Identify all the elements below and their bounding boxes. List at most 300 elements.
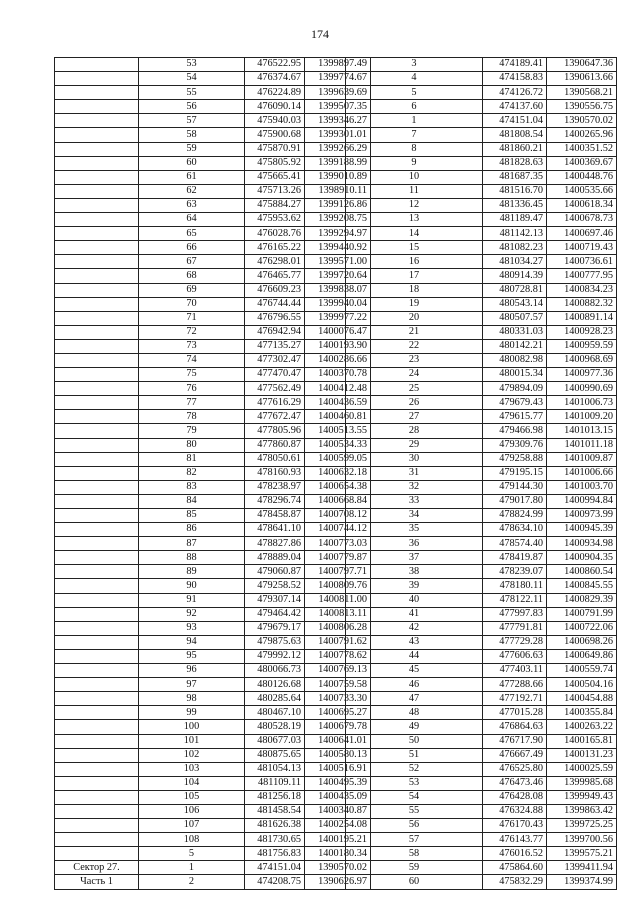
sector-label-cell (55, 847, 139, 861)
point-number-cell: 103 (139, 762, 245, 776)
sector-label-cell (55, 762, 139, 776)
sector-label-cell (55, 382, 139, 396)
x-coordinate-cell: 476667.49 (483, 748, 547, 762)
x-coordinate-cell: 477403.11 (483, 664, 547, 678)
table-row (346, 424, 617, 438)
y-coordinate-cell: 1400968.69 (547, 353, 617, 367)
table-row (55, 283, 371, 297)
sector-label-cell (55, 804, 139, 818)
sector-label-cell (55, 452, 139, 466)
x-coordinate-cell: 476170.43 (483, 819, 547, 833)
table-row (55, 875, 371, 889)
x-coordinate-cell: 477562.49 (245, 382, 305, 396)
sector-label-cell (55, 593, 139, 607)
table-row (346, 438, 617, 452)
x-coordinate-cell: 475805.92 (245, 156, 305, 170)
sector-label-cell (55, 58, 139, 72)
point-number-cell: 54 (346, 790, 483, 804)
x-coordinate-cell: 478239.07 (483, 565, 547, 579)
table-row (346, 142, 617, 156)
point-number-cell: 1 (139, 861, 245, 875)
x-coordinate-cell: 476016.52 (483, 847, 547, 861)
table-row (346, 255, 617, 269)
x-coordinate-cell: 474126.72 (483, 86, 547, 100)
y-coordinate-cell: 1400679.78 (305, 720, 371, 734)
x-coordinate-cell: 475864.60 (483, 861, 547, 875)
point-number-cell: 5 (346, 86, 483, 100)
table-row (346, 664, 617, 678)
x-coordinate-cell: 477997.83 (483, 607, 547, 621)
x-coordinate-cell: 478827.86 (245, 537, 305, 551)
y-coordinate-cell: 1400504.16 (547, 678, 617, 692)
y-coordinate-cell: 1400649.86 (547, 649, 617, 663)
y-coordinate-cell: 1400791.99 (547, 607, 617, 621)
y-coordinate-cell: 1400265.96 (547, 128, 617, 142)
table-row (55, 762, 371, 776)
sector-label-cell (55, 170, 139, 184)
sector-label-cell (55, 692, 139, 706)
y-coordinate-cell: 1400632.18 (305, 466, 371, 480)
table-row (346, 833, 617, 847)
point-number-cell: 1 (346, 114, 483, 128)
x-coordinate-cell: 474189.41 (483, 58, 547, 72)
y-coordinate-cell: 1400773.03 (305, 537, 371, 551)
table-row (55, 241, 371, 255)
point-number-cell: 85 (139, 509, 245, 523)
point-number-cell: 3 (346, 58, 483, 72)
point-number-cell: 102 (139, 748, 245, 762)
y-coordinate-cell: 1400254.08 (305, 819, 371, 833)
x-coordinate-cell: 476324.88 (483, 804, 547, 818)
sector-label-cell (55, 269, 139, 283)
table-row (55, 353, 371, 367)
table-row (55, 635, 371, 649)
table-row (55, 551, 371, 565)
coordinates-table-left (54, 57, 371, 890)
point-number-cell: 14 (346, 227, 483, 241)
sector-label-cell (55, 114, 139, 128)
x-coordinate-cell: 478238.97 (245, 480, 305, 494)
table-row (55, 607, 371, 621)
table-row (346, 72, 617, 86)
point-number-cell: 59 (346, 861, 483, 875)
point-number-cell: 98 (139, 692, 245, 706)
table-row (55, 311, 371, 325)
point-number-cell: 30 (346, 452, 483, 466)
table-row (346, 466, 617, 480)
table-row (55, 438, 371, 452)
x-coordinate-cell: 480728.81 (483, 283, 547, 297)
y-coordinate-cell: 1390570.02 (547, 114, 617, 128)
point-number-cell: 8 (346, 142, 483, 156)
point-number-cell: 67 (139, 255, 245, 269)
x-coordinate-cell: 475665.41 (245, 170, 305, 184)
table-row (55, 382, 371, 396)
y-coordinate-cell: 1398910.11 (305, 184, 371, 198)
x-coordinate-cell: 478180.11 (483, 579, 547, 593)
x-coordinate-cell: 475832.29 (483, 875, 547, 889)
sector-label-cell (55, 72, 139, 86)
x-coordinate-cell: 478122.11 (483, 593, 547, 607)
point-number-cell: 4 (346, 72, 483, 86)
point-number-cell: 81 (139, 452, 245, 466)
point-number-cell: 17 (346, 269, 483, 283)
y-coordinate-cell: 1400678.73 (547, 213, 617, 227)
x-coordinate-cell: 480507.57 (483, 311, 547, 325)
point-number-cell: 74 (139, 353, 245, 367)
y-coordinate-cell: 1400340.87 (305, 804, 371, 818)
y-coordinate-cell: 1400719.43 (547, 241, 617, 255)
point-number-cell: 89 (139, 565, 245, 579)
table-row (346, 621, 617, 635)
x-coordinate-cell: 476224.89 (245, 86, 305, 100)
table-row (346, 339, 617, 353)
x-coordinate-cell: 481730.65 (245, 833, 305, 847)
table-row (346, 184, 617, 198)
y-coordinate-cell: 1399725.25 (547, 819, 617, 833)
table-row (55, 847, 371, 861)
point-number-cell: 24 (346, 368, 483, 382)
point-number-cell: 6 (346, 100, 483, 114)
x-coordinate-cell: 476374.67 (245, 72, 305, 86)
x-coordinate-cell: 479258.52 (245, 579, 305, 593)
sector-label-cell (55, 100, 139, 114)
y-coordinate-cell: 1400641.01 (305, 734, 371, 748)
y-coordinate-cell: 1390613.66 (547, 72, 617, 86)
x-coordinate-cell: 479615.77 (483, 410, 547, 424)
sector-label-cell (55, 142, 139, 156)
table-row (55, 297, 371, 311)
y-coordinate-cell: 1400580.13 (305, 748, 371, 762)
x-coordinate-cell: 478824.99 (483, 509, 547, 523)
table-row (55, 621, 371, 635)
y-coordinate-cell: 1400959.59 (547, 339, 617, 353)
y-coordinate-cell: 1400733.30 (305, 692, 371, 706)
x-coordinate-cell: 481336.45 (483, 198, 547, 212)
x-coordinate-cell: 481687.35 (483, 170, 547, 184)
y-coordinate-cell: 1399507.35 (305, 100, 371, 114)
sector-label-cell (55, 720, 139, 734)
sector-label-cell (55, 551, 139, 565)
point-number-cell: 78 (139, 410, 245, 424)
table-row (55, 100, 371, 114)
sector-label-cell (55, 509, 139, 523)
y-coordinate-cell: 1399188.99 (305, 156, 371, 170)
y-coordinate-cell: 1400759.58 (305, 678, 371, 692)
y-coordinate-cell: 1400791.62 (305, 635, 371, 649)
table-row (346, 678, 617, 692)
y-coordinate-cell: 1399374.99 (547, 875, 617, 889)
coordinates-table-right (345, 57, 617, 890)
x-coordinate-cell: 476744.44 (245, 297, 305, 311)
x-coordinate-cell: 481756.83 (245, 847, 305, 861)
y-coordinate-cell: 1399977.22 (305, 311, 371, 325)
point-number-cell: 53 (139, 58, 245, 72)
table-row (55, 184, 371, 198)
point-number-cell: 46 (346, 678, 483, 692)
x-coordinate-cell: 480467.10 (245, 706, 305, 720)
y-coordinate-cell: 1400460.81 (305, 410, 371, 424)
x-coordinate-cell: 479875.63 (245, 635, 305, 649)
point-number-cell: 70 (139, 297, 245, 311)
table-row (55, 776, 371, 790)
point-number-cell: 11 (346, 184, 483, 198)
point-number-cell: 58 (139, 128, 245, 142)
sector-label-cell: Часть 1 (55, 875, 139, 889)
table-row (346, 128, 617, 142)
y-coordinate-cell: 1400778.62 (305, 649, 371, 663)
sector-label-cell (55, 748, 139, 762)
y-coordinate-cell: 1400698.26 (547, 635, 617, 649)
x-coordinate-cell: 478634.10 (483, 523, 547, 537)
table-row (346, 396, 617, 410)
x-coordinate-cell: 480543.14 (483, 297, 547, 311)
table-row (346, 523, 617, 537)
y-coordinate-cell: 1400977.36 (547, 368, 617, 382)
point-number-cell: 60 (346, 875, 483, 889)
sector-label-cell (55, 579, 139, 593)
y-coordinate-cell: 1400412.48 (305, 382, 371, 396)
table-row (55, 692, 371, 706)
x-coordinate-cell: 475884.27 (245, 198, 305, 212)
y-coordinate-cell: 1400599.05 (305, 452, 371, 466)
y-coordinate-cell: 1400994.84 (547, 494, 617, 508)
y-coordinate-cell: 1399208.75 (305, 213, 371, 227)
table-row (55, 114, 371, 128)
table-row (55, 523, 371, 537)
point-number-cell: 29 (346, 438, 483, 452)
x-coordinate-cell: 479060.87 (245, 565, 305, 579)
x-coordinate-cell: 476165.22 (245, 241, 305, 255)
y-coordinate-cell: 1399440.92 (305, 241, 371, 255)
x-coordinate-cell: 481109.11 (245, 776, 305, 790)
x-coordinate-cell: 476864.63 (483, 720, 547, 734)
point-number-cell: 43 (346, 635, 483, 649)
sector-label-cell (55, 621, 139, 635)
page-number: 174 (311, 27, 329, 41)
x-coordinate-cell: 480082.98 (483, 353, 547, 367)
x-coordinate-cell: 479195.15 (483, 466, 547, 480)
y-coordinate-cell: 1401006.73 (547, 396, 617, 410)
sector-label-cell (55, 227, 139, 241)
sector-label-cell (55, 607, 139, 621)
x-coordinate-cell: 481808.54 (483, 128, 547, 142)
sector-label-cell (55, 819, 139, 833)
x-coordinate-cell: 480015.34 (483, 368, 547, 382)
point-number-cell: 58 (346, 847, 483, 861)
sector-label-cell (55, 480, 139, 494)
sector-label-cell (55, 86, 139, 100)
sector-label-cell (55, 833, 139, 847)
table-row (55, 664, 371, 678)
y-coordinate-cell: 1400797.71 (305, 565, 371, 579)
point-number-cell: 97 (139, 678, 245, 692)
y-coordinate-cell: 1400351.52 (547, 142, 617, 156)
table-row (346, 762, 617, 776)
table-row (346, 565, 617, 579)
table-row (55, 509, 371, 523)
point-number-cell: 25 (346, 382, 483, 396)
point-number-cell: 80 (139, 438, 245, 452)
table-row (55, 494, 371, 508)
y-coordinate-cell: 1400195.21 (305, 833, 371, 847)
x-coordinate-cell: 479992.12 (245, 649, 305, 663)
x-coordinate-cell: 481054.13 (245, 762, 305, 776)
sector-label-cell (55, 664, 139, 678)
y-coordinate-cell: 1400928.23 (547, 325, 617, 339)
table-row (55, 142, 371, 156)
table-row (55, 720, 371, 734)
x-coordinate-cell: 480677.03 (245, 734, 305, 748)
y-coordinate-cell: 1400934.98 (547, 537, 617, 551)
x-coordinate-cell: 475870.91 (245, 142, 305, 156)
point-number-cell: 95 (139, 649, 245, 663)
table-row (55, 833, 371, 847)
y-coordinate-cell: 1399720.64 (305, 269, 371, 283)
x-coordinate-cell: 477135.27 (245, 339, 305, 353)
x-coordinate-cell: 478574.40 (483, 537, 547, 551)
x-coordinate-cell: 475713.26 (245, 184, 305, 198)
sector-label-cell (55, 283, 139, 297)
point-number-cell: 107 (139, 819, 245, 833)
point-number-cell: 56 (346, 819, 483, 833)
y-coordinate-cell: 1400534.33 (305, 438, 371, 452)
point-number-cell: 10 (346, 170, 483, 184)
x-coordinate-cell: 476609.23 (245, 283, 305, 297)
table-row (346, 509, 617, 523)
point-number-cell: 22 (346, 339, 483, 353)
table-row (55, 86, 371, 100)
sector-label-cell (55, 184, 139, 198)
table-row (346, 748, 617, 762)
y-coordinate-cell: 1400559.74 (547, 664, 617, 678)
y-coordinate-cell: 1400025.59 (547, 762, 617, 776)
point-number-cell: 73 (139, 339, 245, 353)
y-coordinate-cell: 1400806.28 (305, 621, 371, 635)
point-number-cell: 49 (346, 720, 483, 734)
y-coordinate-cell: 1400436.59 (305, 396, 371, 410)
point-number-cell: 20 (346, 311, 483, 325)
y-coordinate-cell: 1400448.76 (547, 170, 617, 184)
x-coordinate-cell: 476465.77 (245, 269, 305, 283)
y-coordinate-cell: 1399010.89 (305, 170, 371, 184)
y-coordinate-cell: 1399940.04 (305, 297, 371, 311)
y-coordinate-cell: 1400736.61 (547, 255, 617, 269)
table-row (55, 565, 371, 579)
point-number-cell: 82 (139, 466, 245, 480)
point-number-cell: 23 (346, 353, 483, 367)
table-row (55, 579, 371, 593)
y-coordinate-cell: 1399700.56 (547, 833, 617, 847)
point-number-cell: 16 (346, 255, 483, 269)
x-coordinate-cell: 481626.38 (245, 819, 305, 833)
table-row (55, 424, 371, 438)
x-coordinate-cell: 476525.80 (483, 762, 547, 776)
sector-label-cell (55, 339, 139, 353)
table-row (55, 72, 371, 86)
point-number-cell: 65 (139, 227, 245, 241)
table-row (346, 804, 617, 818)
x-coordinate-cell: 479144.30 (483, 480, 547, 494)
point-number-cell: 21 (346, 325, 483, 339)
point-number-cell: 75 (139, 368, 245, 382)
table-row (55, 213, 371, 227)
y-coordinate-cell: 1399774.67 (305, 72, 371, 86)
table-row (55, 255, 371, 269)
point-number-cell: 106 (139, 804, 245, 818)
y-coordinate-cell: 1400845.55 (547, 579, 617, 593)
table-row (346, 819, 617, 833)
table-row (346, 776, 617, 790)
table-row (346, 410, 617, 424)
x-coordinate-cell: 478458.87 (245, 509, 305, 523)
table-row (346, 170, 617, 184)
sector-label-cell (55, 353, 139, 367)
y-coordinate-cell: 1400973.99 (547, 509, 617, 523)
x-coordinate-cell: 478889.04 (245, 551, 305, 565)
y-coordinate-cell: 1400286.66 (305, 353, 371, 367)
y-coordinate-cell: 1400076.47 (305, 325, 371, 339)
x-coordinate-cell: 477805.96 (245, 424, 305, 438)
x-coordinate-cell: 479258.88 (483, 452, 547, 466)
sector-label-cell (55, 565, 139, 579)
x-coordinate-cell: 480528.19 (245, 720, 305, 734)
y-coordinate-cell: 1400811.00 (305, 593, 371, 607)
table-row (346, 551, 617, 565)
table-row (55, 396, 371, 410)
table-row (346, 100, 617, 114)
y-coordinate-cell: 1400369.67 (547, 156, 617, 170)
table-row (55, 804, 371, 818)
y-coordinate-cell: 1399897.49 (305, 58, 371, 72)
point-number-cell: 86 (139, 523, 245, 537)
x-coordinate-cell: 479464.42 (245, 607, 305, 621)
sector-label-cell (55, 156, 139, 170)
sector-label-cell (55, 424, 139, 438)
table-row (346, 720, 617, 734)
table-row (55, 198, 371, 212)
point-number-cell: 2 (139, 875, 245, 889)
point-number-cell: 69 (139, 283, 245, 297)
x-coordinate-cell: 476428.08 (483, 790, 547, 804)
point-number-cell: 40 (346, 593, 483, 607)
table-row (346, 706, 617, 720)
y-coordinate-cell: 1400945.39 (547, 523, 617, 537)
x-coordinate-cell: 477015.28 (483, 706, 547, 720)
x-coordinate-cell: 477616.29 (245, 396, 305, 410)
point-number-cell: 64 (139, 213, 245, 227)
table-row (55, 678, 371, 692)
x-coordinate-cell: 477302.47 (245, 353, 305, 367)
sector-label-cell (55, 128, 139, 142)
table-row (346, 593, 617, 607)
y-coordinate-cell: 1399863.42 (547, 804, 617, 818)
point-number-cell: 55 (346, 804, 483, 818)
point-number-cell: 100 (139, 720, 245, 734)
table-row (55, 593, 371, 607)
y-coordinate-cell: 1400860.54 (547, 565, 617, 579)
point-number-cell: 71 (139, 311, 245, 325)
point-number-cell: 66 (139, 241, 245, 255)
x-coordinate-cell: 480126.68 (245, 678, 305, 692)
table-row (346, 114, 617, 128)
y-coordinate-cell: 1399949.43 (547, 790, 617, 804)
x-coordinate-cell: 474151.04 (483, 114, 547, 128)
table-row (346, 734, 617, 748)
point-number-cell: 76 (139, 382, 245, 396)
sector-label-cell (55, 649, 139, 663)
y-coordinate-cell: 1400809.76 (305, 579, 371, 593)
